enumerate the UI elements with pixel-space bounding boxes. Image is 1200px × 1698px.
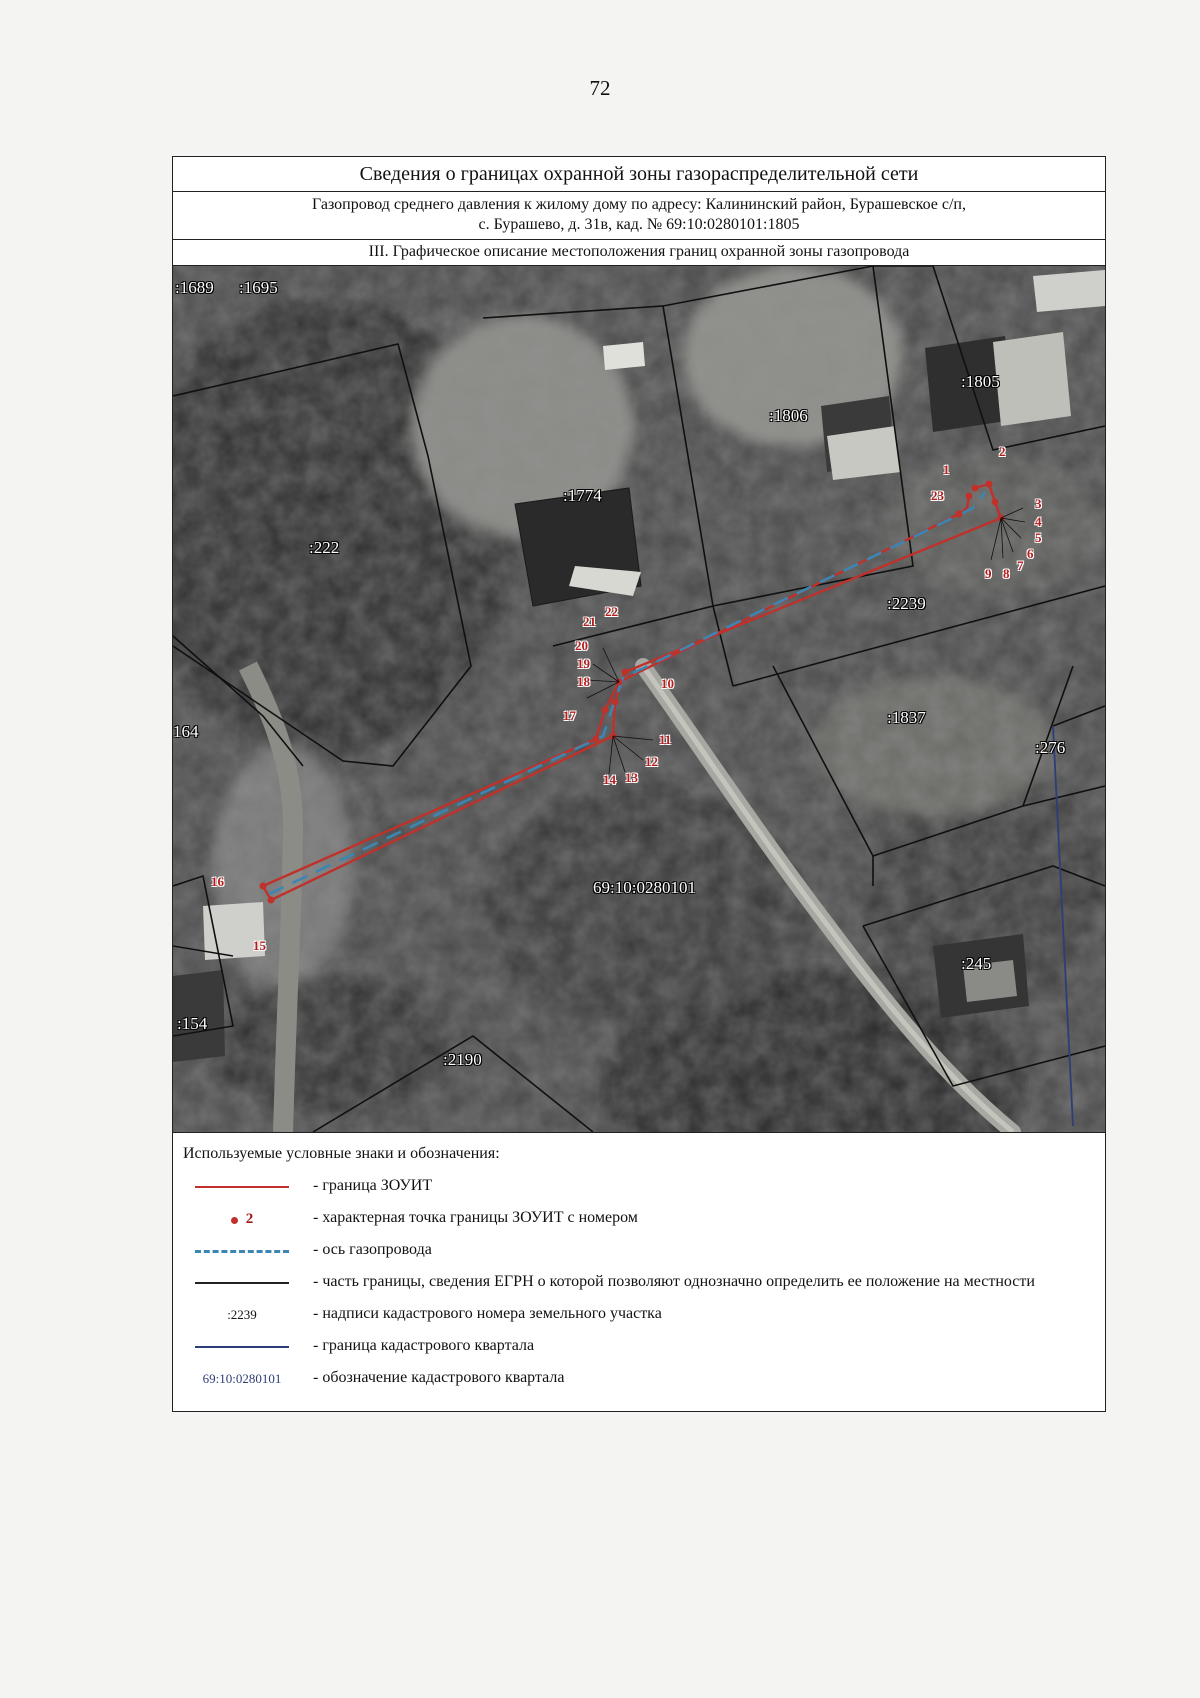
parcel-label-1774: :1774 — [563, 486, 602, 505]
point-label-11: 11 — [659, 732, 672, 747]
legend-item-block-boundary — [183, 1335, 1095, 1363]
parcel-label-245: :245 — [961, 954, 992, 973]
legend-point-sample: 2 — [245, 1210, 254, 1227]
legend-item-zone-boundary — [183, 1175, 1095, 1203]
point-label-14: 14 — [603, 772, 616, 787]
legend-text: - граница кадастрового квартала — [313, 1337, 535, 1354]
legend-item-zone-point — [183, 1207, 1095, 1235]
legend-text: - надписи кадастрового номера земельного участка — [313, 1305, 662, 1322]
legend-text: - часть границы, сведения ЕГРН о которой позволяют однозначно определить ее положение на местности — [313, 1273, 1035, 1290]
object-line-1: Газопровод среднего давления к жилому дому по адресу: Калининский район, Бурашевское с/п, — [312, 196, 966, 213]
legend-text: - обозначение кадастрового квартала — [313, 1369, 565, 1386]
parcel-label-276: :276 — [1035, 738, 1066, 757]
legend-text: - характерная точка границы ЗОУИТ с номером — [313, 1209, 638, 1226]
legend-symbol-point — [183, 1207, 301, 1231]
legend-symbol-blue-dash — [183, 1239, 301, 1263]
point-label-4: 4 — [1035, 514, 1042, 529]
block-label: 69:10:0280101 — [593, 878, 696, 897]
point-label-12: 12 — [645, 754, 658, 769]
map-legend — [173, 1133, 1105, 1411]
legend-symbol-red-line — [183, 1175, 301, 1199]
point-label-8: 8 — [1003, 566, 1010, 581]
point-dot-icon — [231, 1217, 238, 1224]
legend-title: Используемые условные знаки и обозначения: — [183, 1145, 500, 1162]
sheet-title: Сведения о границах охранной зоны газораспределительной сети — [173, 157, 1105, 192]
map-canvas[interactable] — [173, 266, 1105, 1132]
point-label-21: 21 — [583, 614, 596, 629]
point-label-13: 13 — [625, 770, 638, 785]
parcel-label-164: 164 — [173, 722, 199, 741]
legend-item-block-label — [183, 1367, 1095, 1395]
point-label-3: 3 — [1035, 496, 1042, 511]
point-label-7: 7 — [1017, 558, 1024, 573]
object-description — [173, 192, 1105, 240]
legend-item-pipeline-axis — [183, 1239, 1095, 1267]
parcel-label-1695: :1695 — [239, 278, 278, 297]
legend-symbol-cad-label: :2239 — [227, 1307, 257, 1322]
point-label-5: 5 — [1035, 530, 1042, 545]
point-label-18: 18 — [577, 674, 590, 689]
point-label-6: 6 — [1027, 546, 1034, 561]
point-label-19: 19 — [577, 656, 590, 671]
parcel-label-1837: :1837 — [887, 708, 926, 727]
point-label-2: 2 — [999, 444, 1006, 459]
point-label-9: 9 — [985, 566, 992, 581]
parcel-label-222: :222 — [309, 538, 340, 557]
point-label-1: 1 — [943, 462, 950, 477]
point-label-22: 22 — [605, 604, 618, 619]
legend-item-parcel-boundary — [183, 1271, 1095, 1299]
parcel-label-1806: :1806 — [769, 406, 808, 425]
legend-item-cad-label — [183, 1303, 1095, 1331]
parcel-label-2190: :2190 — [443, 1050, 482, 1069]
legend-text: - ось газопровода — [313, 1241, 432, 1258]
point-label-16: 16 — [211, 874, 224, 889]
legend-symbol-black-line — [183, 1271, 301, 1295]
legend-symbol-block-label: 69:10:0280101 — [202, 1371, 282, 1386]
page-number: 72 — [589, 76, 611, 100]
parcel-label-1805: :1805 — [961, 372, 1000, 391]
parcel-label-1689: :1689 — [175, 278, 214, 297]
point-label-23: 23 — [931, 488, 944, 503]
legend-text: - граница ЗОУИТ — [313, 1177, 433, 1194]
parcel-label-154: :154 — [177, 1014, 208, 1033]
object-line-2: с. Бурашево, д. 31в, кад. № 69:10:0280101:1805 — [478, 216, 800, 233]
aerial-map[interactable] — [173, 266, 1105, 1133]
map-sheet — [172, 156, 1106, 1412]
legend-symbol-navy-line — [183, 1335, 301, 1359]
point-label-15: 15 — [253, 938, 266, 953]
point-label-20: 20 — [575, 638, 588, 653]
section-title: III. Графическое описание местоположения границ охранной зоны газопровода — [173, 240, 1105, 266]
parcel-label-2239: :2239 — [887, 594, 926, 613]
point-label-17: 17 — [563, 708, 576, 723]
point-label-10: 10 — [661, 676, 674, 691]
